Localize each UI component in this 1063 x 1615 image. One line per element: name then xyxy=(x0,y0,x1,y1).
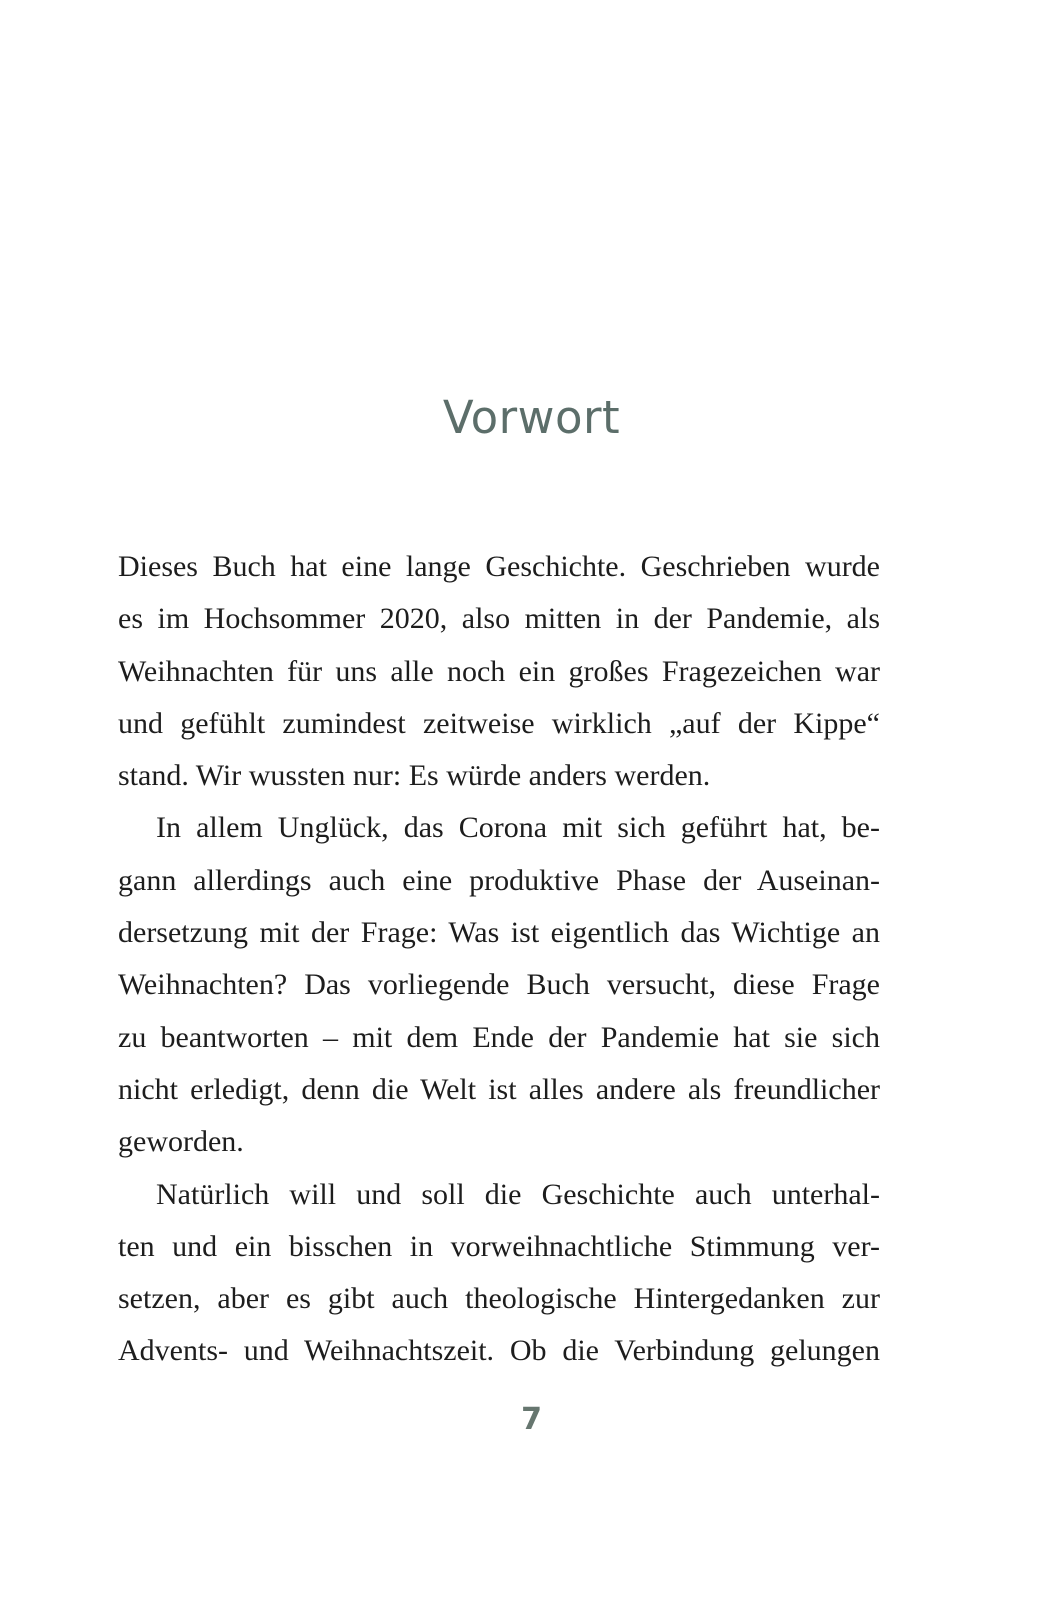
text-line: Weihnachten für uns alle noch ein großes Fragezeichen war xyxy=(118,654,880,688)
text-line: stand. Wir wussten nur: Es würde anders werden. xyxy=(118,759,711,793)
text-line: und gefühlt zumindest zeitweise wirklich „auf der Kippe“ xyxy=(118,706,880,740)
body-text xyxy=(118,541,880,1378)
text-line: dersetzung mit der Frage: Was ist eigentlich das Wichtige an xyxy=(118,916,880,950)
text-line: geworden. xyxy=(118,1125,244,1159)
text-line: Dieses Buch hat eine lange Geschichte. Geschrieben wurde xyxy=(118,550,880,583)
paragraph-3 xyxy=(118,1169,880,1378)
text-line: Weihnachten? Das vorliegende Buch versucht, diese Frage xyxy=(118,968,880,1002)
text-line: ten und ein bisschen in vorweihnachtliche Stimmung ver- xyxy=(118,1229,880,1263)
page-number: 7 xyxy=(521,1402,542,1437)
paragraph-2 xyxy=(118,802,880,1168)
text-line: nicht erledigt, denn die Welt ist alles andere als freundlicher xyxy=(118,1072,880,1106)
text-line: es im Hochsommer 2020, also mitten in der Pandemie, als xyxy=(118,602,880,636)
text-line: Natürlich will und soll die Geschichte auch unterhal- xyxy=(156,1177,880,1211)
text-line: zu beantworten – mit dem Ende der Pandemie hat sie sich xyxy=(118,1020,880,1054)
text-line: setzen, aber es gibt auch theologische Hintergedanken zur xyxy=(118,1282,880,1316)
text-line: gann allerdings auch eine produktive Phase der Auseinan- xyxy=(118,863,880,897)
paragraph-1 xyxy=(118,541,880,802)
text-line: In allem Unglück, das Corona mit sich geführt hat, be- xyxy=(156,811,880,845)
chapter-heading: Vorwort xyxy=(442,391,621,444)
text-line: Advents- und Weihnachtszeit. Ob die Verbindung gelungen xyxy=(118,1334,880,1368)
